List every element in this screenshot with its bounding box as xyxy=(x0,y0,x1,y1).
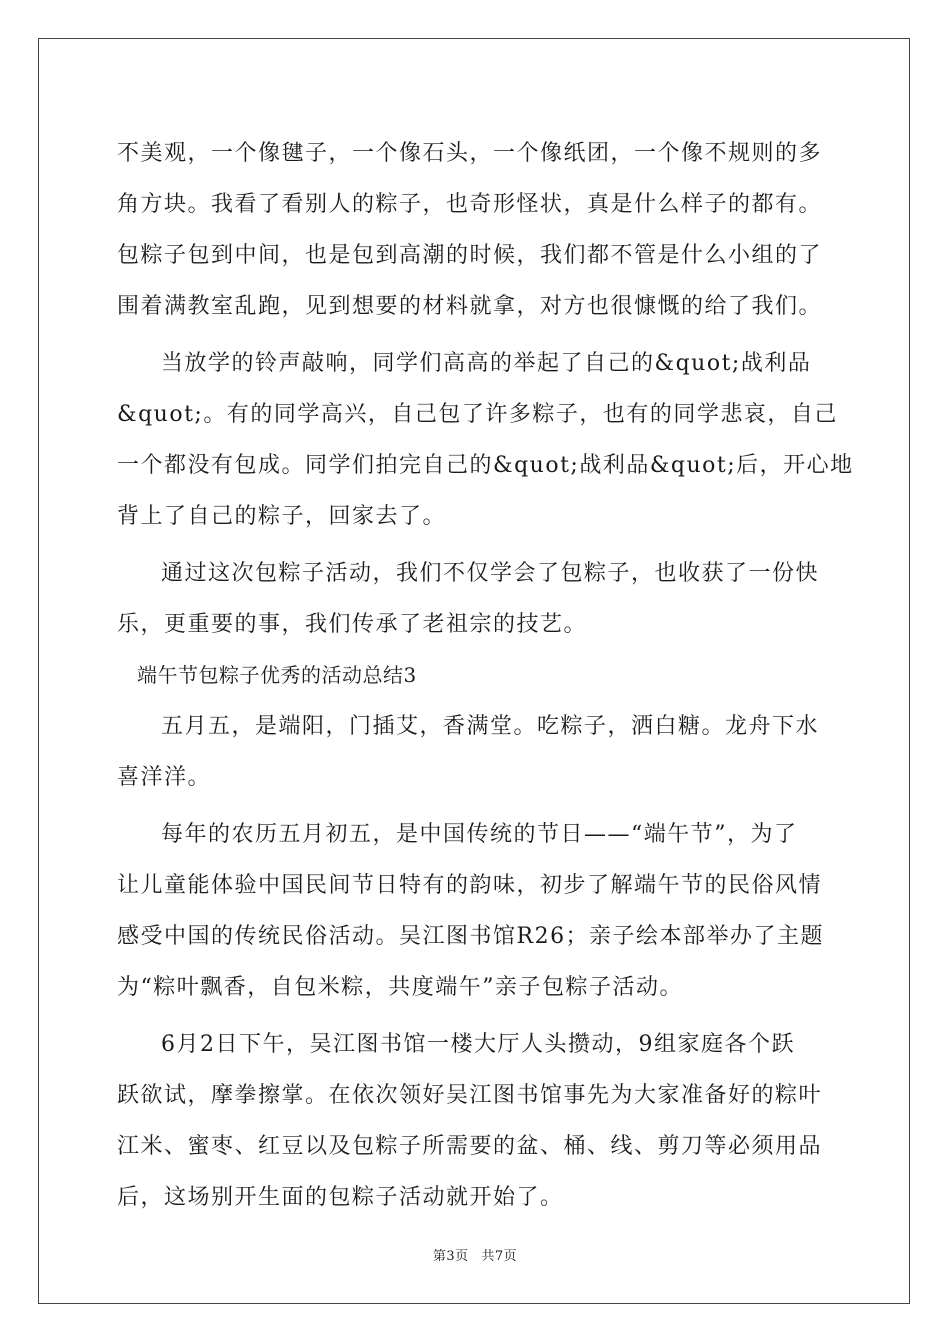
page-number: 第3页 xyxy=(432,1249,469,1264)
text-line: 背上了自己的粽子，回家去了。 xyxy=(117,504,447,529)
text-line: 围着满教室乱跑，见到想要的材料就拿，对方也很慷慨的给了我们。 xyxy=(117,294,823,319)
text-line: 包粽子包到中间，也是包到高潮的时候，我们都不管是什么小组的了 xyxy=(117,243,823,268)
text-line: 乐，更重要的事，我们传承了老祖宗的技艺。 xyxy=(117,612,588,637)
paragraph xyxy=(117,701,833,803)
text-line: 后，这场别开生面的包粽子活动就开始了。 xyxy=(117,1185,564,1210)
text-line: 江米、蜜枣、红豆以及包粽子所需要的盆、桶、线、剪刀等必须用品 xyxy=(117,1134,823,1159)
text-line: 为“粽叶飘香，自包米粽，共度端午”亲子包粽子活动。 xyxy=(117,975,683,1000)
text-line: 让儿童能体验中国民间节日特有的韵味，初步了解端午节的民俗风情 xyxy=(117,873,823,898)
text-line: 感受中国的传统民俗活动。吴江图书馆R26；亲子绘本部举办了主题 xyxy=(117,924,825,949)
page-total: 共7页 xyxy=(481,1249,518,1264)
document-body xyxy=(117,128,854,1223)
text-line: 当放学的铃声敲响，同学们高高的举起了自己的&quot;战利品 xyxy=(161,351,812,376)
text-line: 喜洋洋。 xyxy=(117,765,212,790)
text-line: 通过这次包粽子活动，我们不仅学会了包粽子，也收获了一份快 xyxy=(161,561,820,586)
paragraph xyxy=(117,1019,833,1223)
paragraph xyxy=(117,809,833,1013)
section-heading xyxy=(117,650,833,701)
text-line: 跃欲试，摩拳擦掌。在依次领好吴江图书馆事先为大家准备好的粽叶 xyxy=(117,1083,823,1108)
text-line: 一个都没有包成。同学们拍完自己的&quot;战利品&quot;后，开心地 xyxy=(117,453,854,478)
text-line: 每年的农历五月初五，是中国传统的节日——“端午节”，为了 xyxy=(161,822,798,847)
text-line: 角方块。我看了看别人的粽子，也奇形怪状，真是什么样子的都有。 xyxy=(117,192,823,217)
paragraph xyxy=(117,128,833,332)
heading-line: 端午节包粽子优秀的活动总结3 xyxy=(137,663,417,687)
paragraph xyxy=(117,338,854,542)
text-line: 不美观，一个像毽子，一个像石头，一个像纸团，一个像不规则的多 xyxy=(117,141,823,166)
text-line: 五月五，是端阳，门插艾，香满堂。吃粽子，洒白糖。龙舟下水 xyxy=(161,714,820,739)
page-footer xyxy=(0,1245,950,1264)
paragraph xyxy=(117,548,833,650)
text-line: 6月2日下午，吴江图书馆一楼大厅人头攒动，9组家庭各个跃 xyxy=(161,1032,795,1057)
text-line: &quot;。有的同学高兴，自己包了许多粽子，也有的同学悲哀，自己 xyxy=(117,402,838,427)
